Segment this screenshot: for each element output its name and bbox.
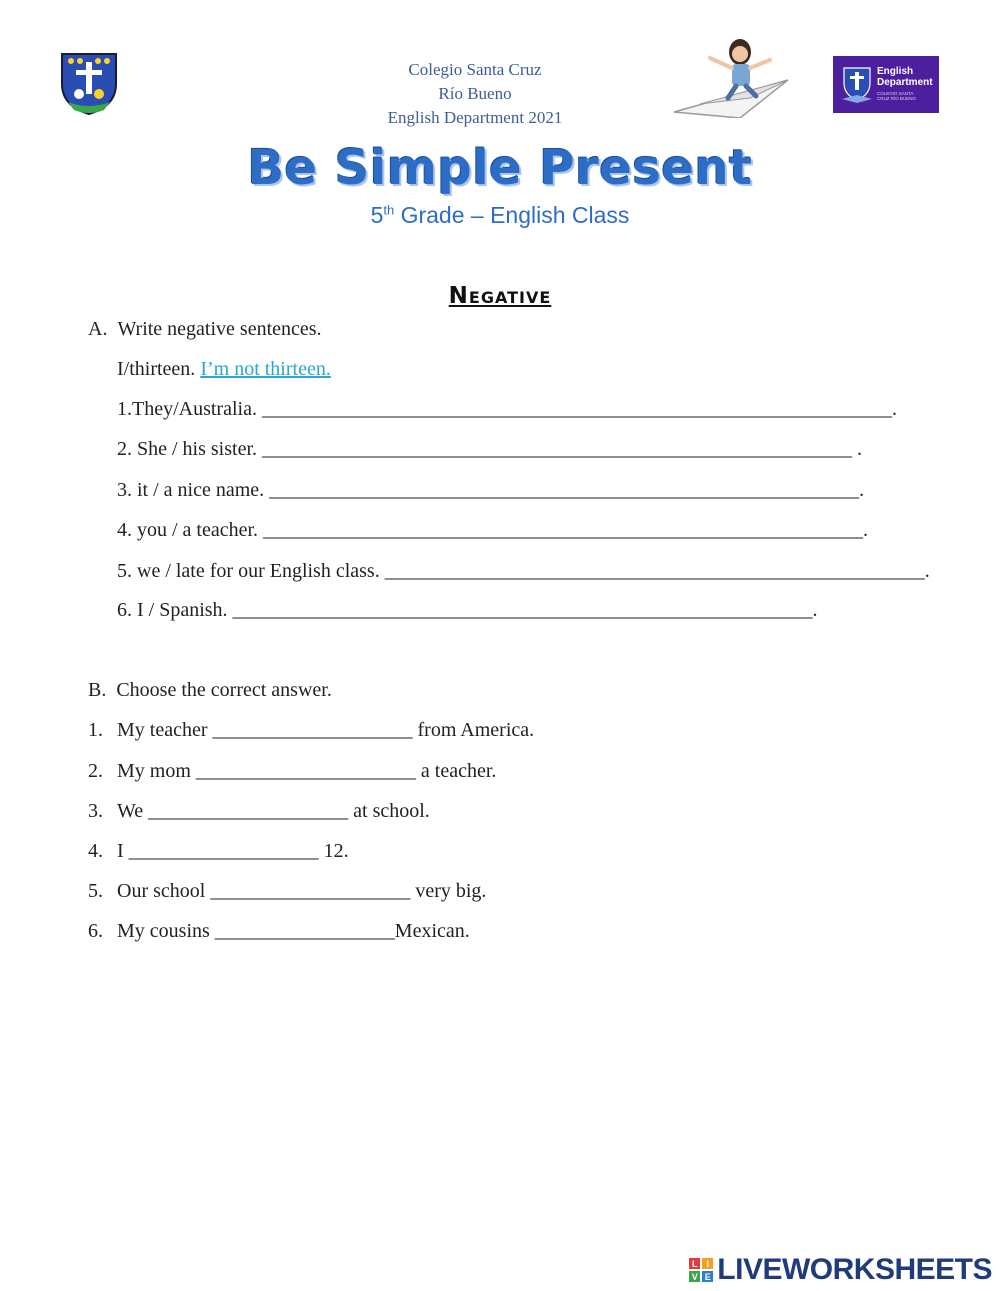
part-a-instruction-text: Write negative sentences. <box>117 318 322 340</box>
logo-letter: L <box>689 1258 700 1269</box>
item-text: My mom ______________________ a teacher. <box>117 760 497 782</box>
grade-suffix: th <box>383 202 395 218</box>
item-number: 3. <box>88 800 103 822</box>
liveworksheets-wordmark: LIVEWORKSHEETS <box>717 1253 992 1286</box>
part-a-item[interactable]: 5. we / late for our English class. ______________________________________________________. <box>117 560 930 582</box>
part-b-instruction <box>88 679 332 702</box>
logo-letter: V <box>689 1271 700 1282</box>
badge-title: English Department <box>877 66 933 88</box>
item-number: 2. <box>88 760 103 782</box>
item-number: 1. <box>88 719 103 741</box>
part-b-item[interactable] <box>88 719 534 742</box>
logo-letter: I <box>702 1258 713 1269</box>
school-department: English Department 2021 <box>387 108 563 127</box>
part-a-item[interactable]: 2. She / his sister. ___________________________________________________________ . <box>117 438 863 460</box>
item-text: My teacher ____________________ from America. <box>117 719 535 741</box>
item-text: My cousins __________________Mexican. <box>117 920 470 942</box>
badge-subtitle: COLEGIO SANTA CRUZ RÍO BUENO <box>877 91 917 101</box>
liveworksheets-blocks-icon <box>689 1258 713 1282</box>
page-subtitle <box>250 202 750 229</box>
badge-crest-icon <box>841 65 873 103</box>
school-city: Río Bueno <box>438 84 512 103</box>
school-name: Colegio Santa Cruz <box>408 60 542 79</box>
item-number: 6. <box>88 920 103 942</box>
part-a-instruction <box>88 318 322 341</box>
part-b-instruction-text: Choose the correct answer. <box>116 679 332 701</box>
item-number: 5. <box>88 880 103 902</box>
part-b-item[interactable] <box>88 920 470 943</box>
part-a-label: A. <box>88 318 108 340</box>
liveworksheets-logo[interactable] <box>689 1253 992 1287</box>
part-a-item[interactable]: 3. it / a nice name. ___________________________________________________________. <box>117 479 865 501</box>
item-text: We ____________________ at school. <box>117 800 430 822</box>
part-b-item[interactable] <box>88 800 430 823</box>
grade-number: 5 <box>370 202 384 228</box>
example-line <box>117 358 331 381</box>
part-a-item[interactable]: 1.They/Australia. _______________________________________________________________. <box>117 398 897 420</box>
part-a-item[interactable]: 6. I / Spanish. __________________________________________________________. <box>117 599 818 621</box>
school-crest-logo <box>58 50 120 116</box>
english-department-badge <box>833 56 939 113</box>
example-prompt: I/thirteen. <box>117 358 196 380</box>
example-answer: I’m not thirteen. <box>200 358 331 380</box>
page-title: Be Simple Present <box>247 140 753 196</box>
avatar-paper-plane-illustration <box>670 32 790 118</box>
item-text: Our school ____________________ very big. <box>117 880 487 902</box>
part-a-item[interactable]: 4. you / a teacher. ____________________________________________________________. <box>117 519 869 541</box>
item-number: 4. <box>88 840 103 862</box>
part-b-item[interactable] <box>88 880 486 903</box>
part-b-item[interactable] <box>88 760 496 783</box>
school-header <box>330 58 620 130</box>
logo-letter: E <box>702 1271 713 1282</box>
item-text: I ___________________ 12. <box>117 840 349 862</box>
part-b-item[interactable] <box>88 840 349 863</box>
part-b-label: B. <box>88 679 107 701</box>
section-heading: Negative <box>448 283 552 309</box>
grade-rest: Grade – English Class <box>394 202 630 228</box>
